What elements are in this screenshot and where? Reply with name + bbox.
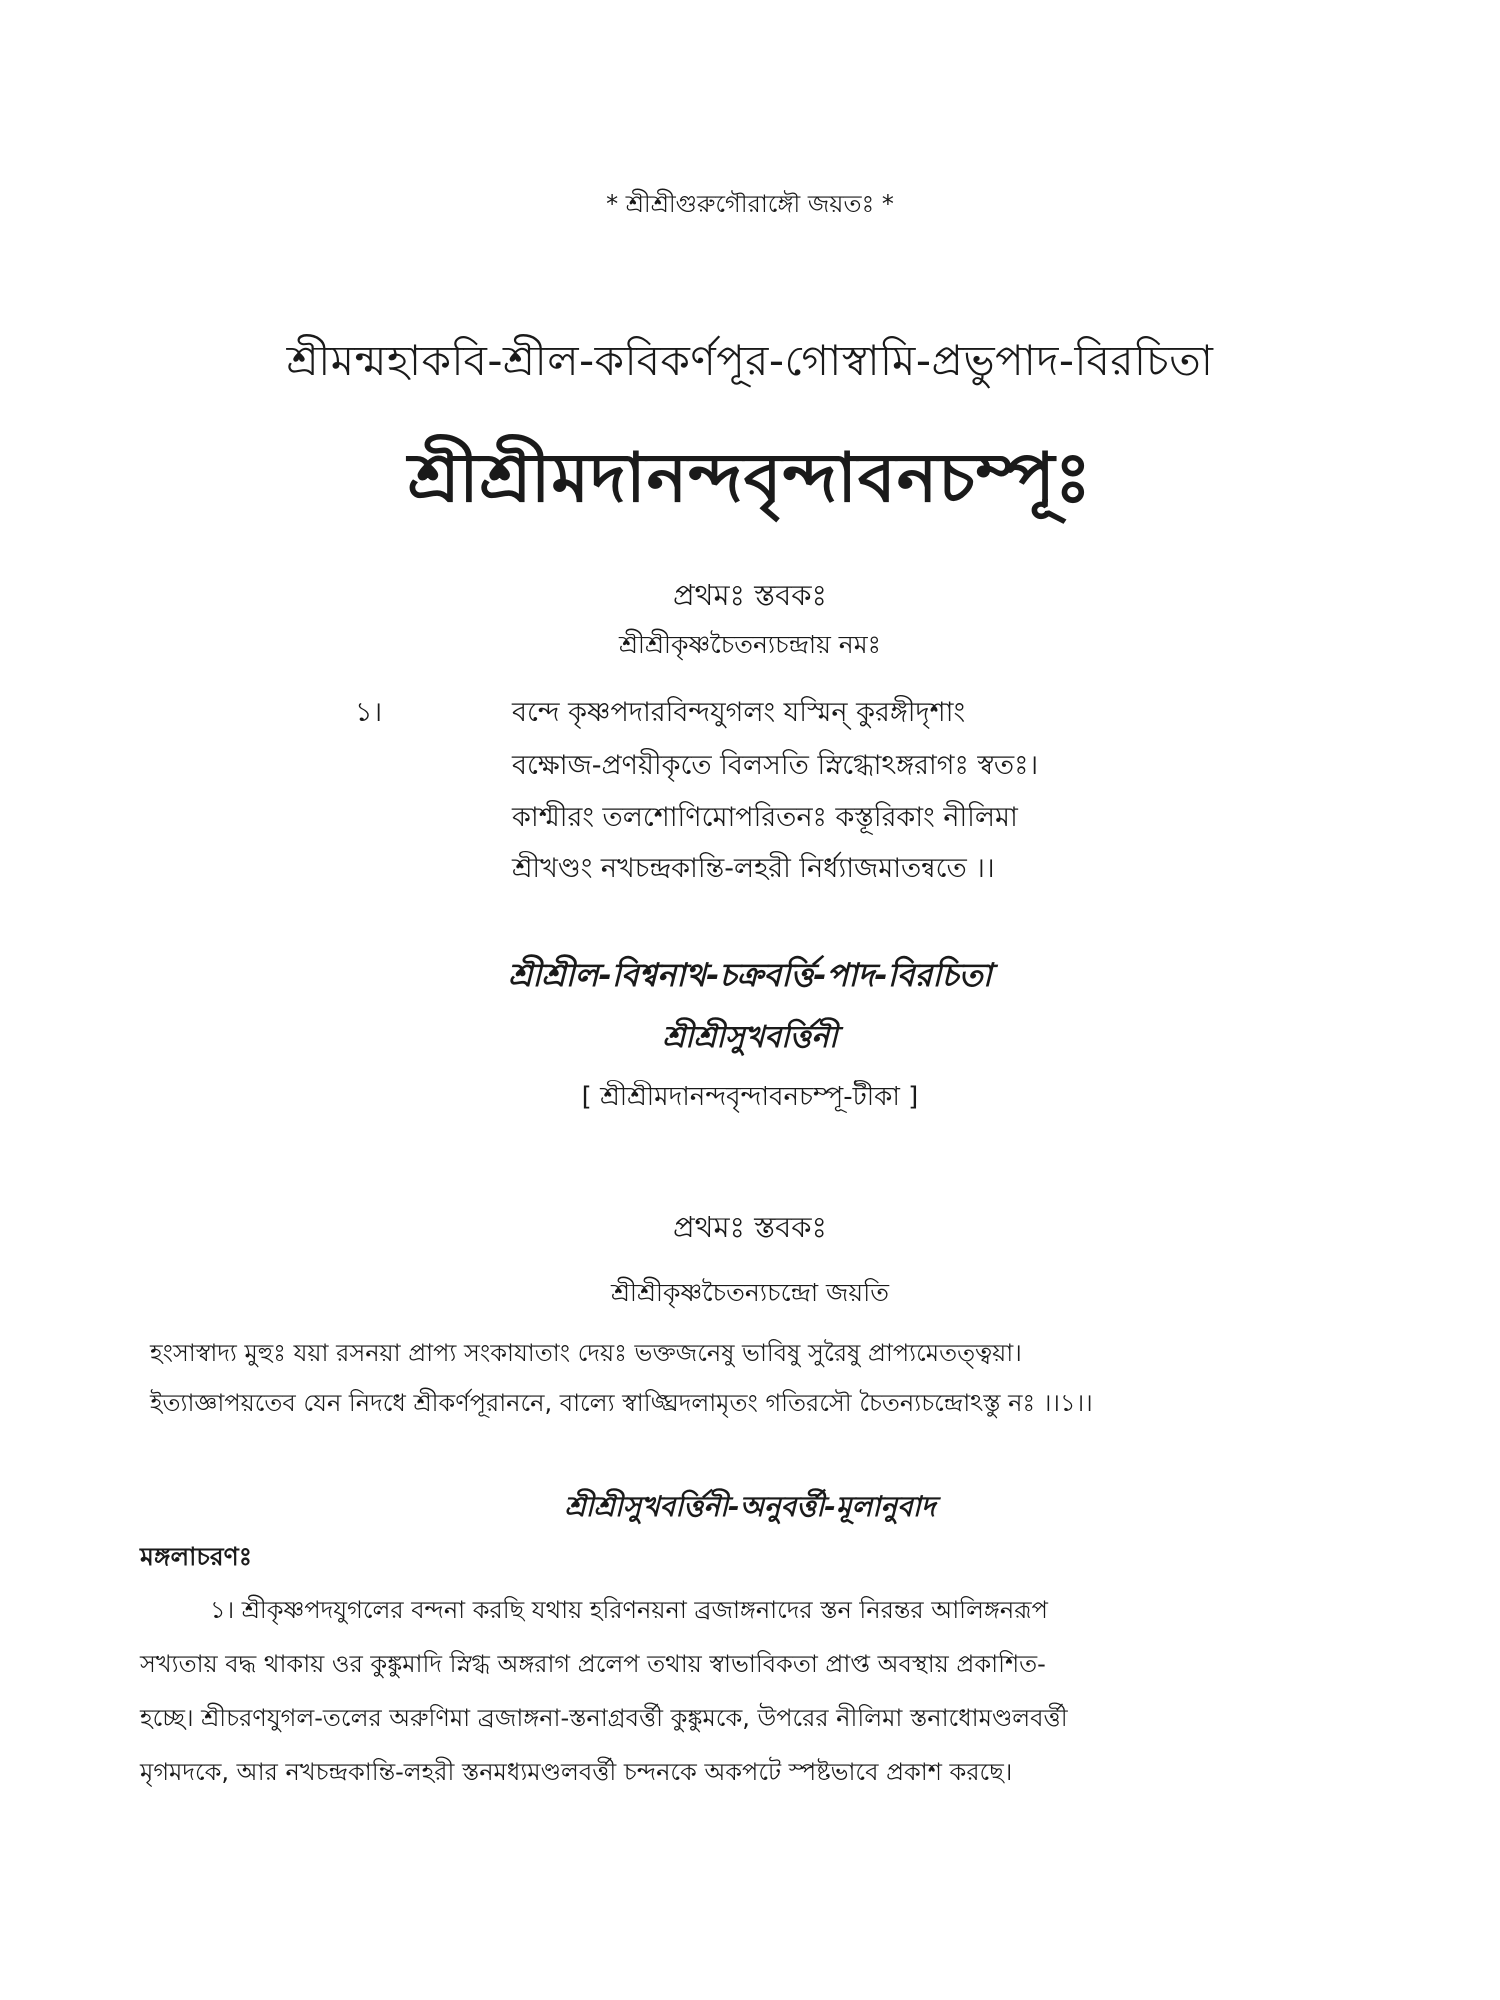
tika-text-line: হংসাস্বাদ্য মুহুঃ যয়া রসনয়া প্রাপ্য সংকাযাতাং দেয়ঃ ভক্তজনেষু ভাবিষু সুরৈষু প্রাপ্যমেতত্ত্বয়া। bbox=[150, 1339, 1022, 1367]
translation-line: মৃগমদকে, আর নখচন্দ্রকান্তি-লহরী স্তনমধ্যমণ্ডলবর্ত্তী চন্দনকে অকপটে স্পষ্টভাবে প্রকাশ করছে। bbox=[140, 1758, 1013, 1786]
tika-text-line: ইত্যাজ্ঞাপয়তেব যেন নিদধে শ্রীকর্ণপূরাননে, বাল্যে স্বাঙ্ঘ্রিদলামৃতং গতিরসৌ চৈতন্যচন্দ্রোঽস্তু নঃ ।।১।। bbox=[150, 1389, 1093, 1417]
tika-chapter-heading: প্রথমঃ স্তবকঃ bbox=[673, 1210, 827, 1244]
chapter-heading: প্রথমঃ স্তবকঃ bbox=[673, 578, 827, 612]
tika-title: শ্রীশ্রীসুখবর্ত্তিনী bbox=[662, 1020, 838, 1055]
tika-salutation-line: শ্রীশ্রীকৃষ্ণচৈতন্যচন্দ্রো জয়তি bbox=[610, 1278, 890, 1307]
verse-number: ১। bbox=[355, 697, 383, 728]
verse-line: কাশ্মীরং তলশোণিমোপরিতনঃ কস্তূরিকাং নীলিমা bbox=[512, 802, 1018, 833]
translation-line: সখ্যতায় বদ্ধ থাকায় ওর কুঙ্কুমাদি স্নিগ্ধ অঙ্গরাগ প্রলেপ তথায় স্বাভাবিকতা প্রাপ্ত অবস্থায় প্রকাশিত- bbox=[140, 1650, 1046, 1678]
verse-line: শ্রীখণ্ডং নখচন্দ্রকান্তি-লহরী নির্ধ্যাজমাতন্বতে ।। bbox=[512, 853, 995, 884]
invocation-line: * শ্রীশ্রীগুরুগৌরাঙ্গৌ জয়তঃ * bbox=[606, 190, 894, 218]
salutation-line: শ্রীশ্রীকৃষ্ণচৈতন্যচন্দ্রায় নমঃ bbox=[619, 630, 881, 659]
tika-author-line: শ্রীশ্রীল-বিশ্বনাথ-চক্রবর্ত্তি-পাদ-বিরচিতা bbox=[508, 956, 992, 994]
translation-line: হচ্ছে। শ্রীচরণযুগল-তলের অরুণিমা ব্রজাঙ্গনা-স্তনাগ্রবর্ত্তী কুঙ্কুমকে, উপরের নীলিমা স্তনাধোমণ্ডলবর্ত্তী bbox=[140, 1704, 1068, 1732]
translation-title: শ্রীশ্রীসুখবর্ত্তিনী-অনুবর্ত্তী-মূলানুবাদ bbox=[564, 1490, 936, 1523]
author-line: শ্রীমন্মহাকবি-শ্রীল-কবিকর্ণপূর-গোস্বামি-প্রভুপাদ-বিরচিতা bbox=[286, 336, 1214, 385]
tika-subtitle: [ শ্রীশ্রীমদানন্দবৃন্দাবনচম্পূ-টীকা ] bbox=[581, 1082, 919, 1112]
translation-line: ১। শ্রীকৃষ্ণপদযুগলের বন্দনা করছি যথায় হরিণনয়না ব্রজাঙ্গনাদের স্তন নিরন্তর আলিঙ্গনরূপ bbox=[210, 1596, 1048, 1624]
verse-line: বন্দে কৃষ্ণপদারবিন্দযুগলং যস্মিন্ কুরঙ্গীদৃশাং bbox=[512, 697, 966, 728]
main-title: শ্রীশ্রীমদানন্দবৃন্দাবনচম্পূঃ bbox=[407, 439, 1093, 518]
verse-line: বক্ষোজ-প্রণয়ীকৃতে বিলসতি স্নিগ্ধোঽঙ্গরাগঃ স্বতঃ। bbox=[512, 750, 1039, 781]
mangalacharan-heading: মঙ্গলাচরণঃ bbox=[140, 1542, 253, 1571]
